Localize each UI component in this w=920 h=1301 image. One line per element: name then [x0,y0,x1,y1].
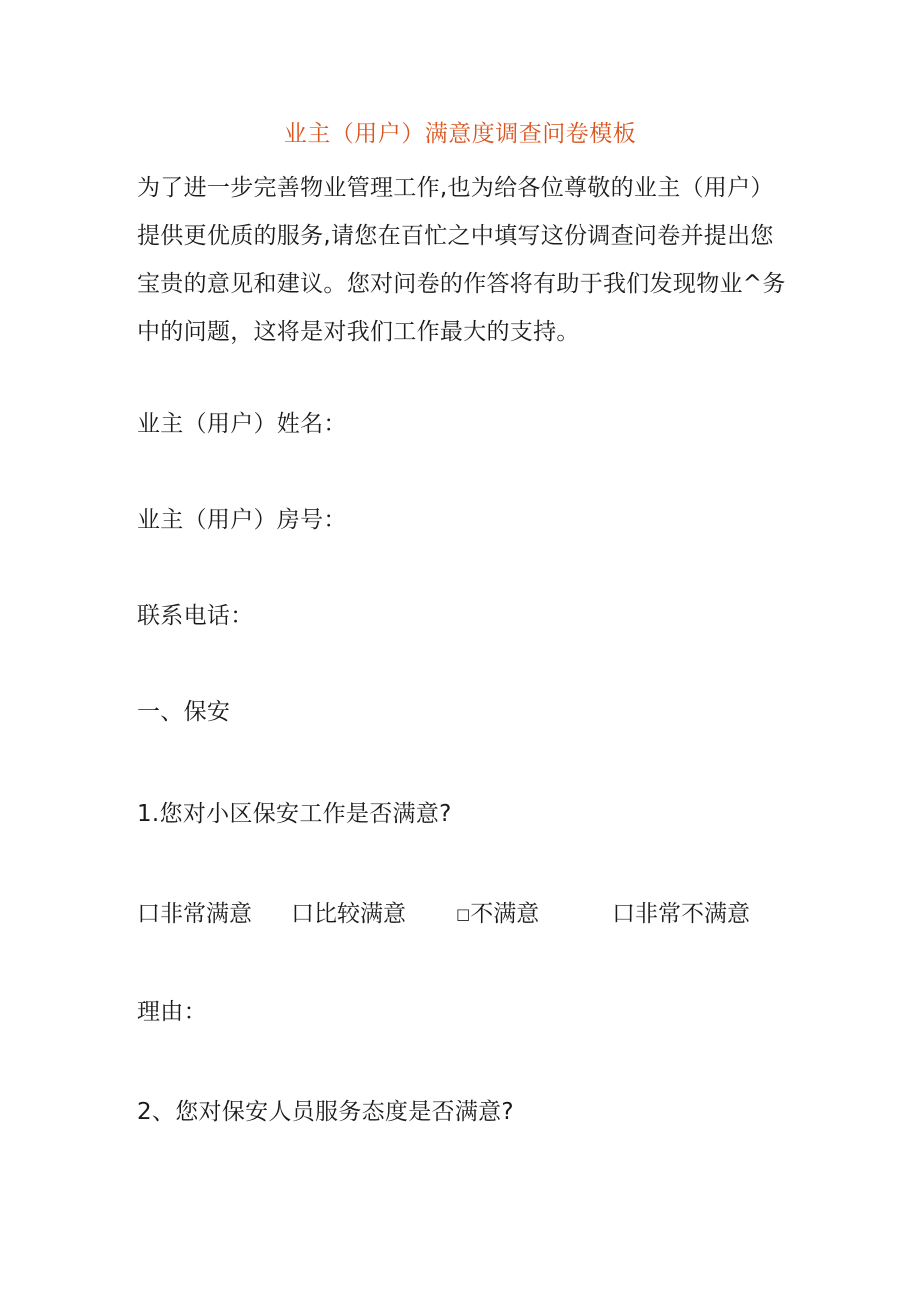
question-1: 1.您对小区保安工作是否满意? [137,801,452,827]
reason-field: 理由： [137,999,207,1025]
intro-line: 提供更优质的服务,请您在百忙之中填写这份调查问卷并提出您 [137,223,774,249]
checkbox-icon[interactable]: □ [456,905,471,923]
option-label: 非常不满意 [635,901,750,927]
document-title: 业主（用户）满意度调查问卷模板 [283,121,637,147]
intro-paragraph [137,164,787,356]
intro-line: 为了进一步完善物业管理工作,也为给各位尊敬的业主（用户） [137,175,774,201]
option-label: 非常满意 [160,901,252,927]
checkbox-icon[interactable]: 口 [291,901,314,927]
question-2: 2、您对保安人员服务态度是否满意? [137,1099,514,1125]
intro-line: 中的问题，这将是对我们工作最大的支持。 [137,319,580,345]
checkbox-icon[interactable]: 口 [612,901,635,927]
intro-line: 宝贵的意见和建议。您对问卷的作答将有助于我们发现物业^务 [137,271,786,297]
section-heading-security: 一、保安 [137,699,231,725]
phone-field: 联系电话： [137,603,254,629]
option-very-satisfied[interactable] [137,898,252,930]
option-very-unsatisfied[interactable] [612,898,750,930]
option-label: 比较满意 [314,901,406,927]
owner-room-field: 业主（用户）房号： [137,507,347,533]
owner-name-field: 业主（用户）姓名： [137,411,347,437]
option-fairly-satisfied[interactable] [291,898,406,930]
checkbox-icon[interactable]: 口 [137,901,160,927]
option-not-satisfied[interactable] [456,898,539,930]
option-label: 不满意 [470,901,540,927]
